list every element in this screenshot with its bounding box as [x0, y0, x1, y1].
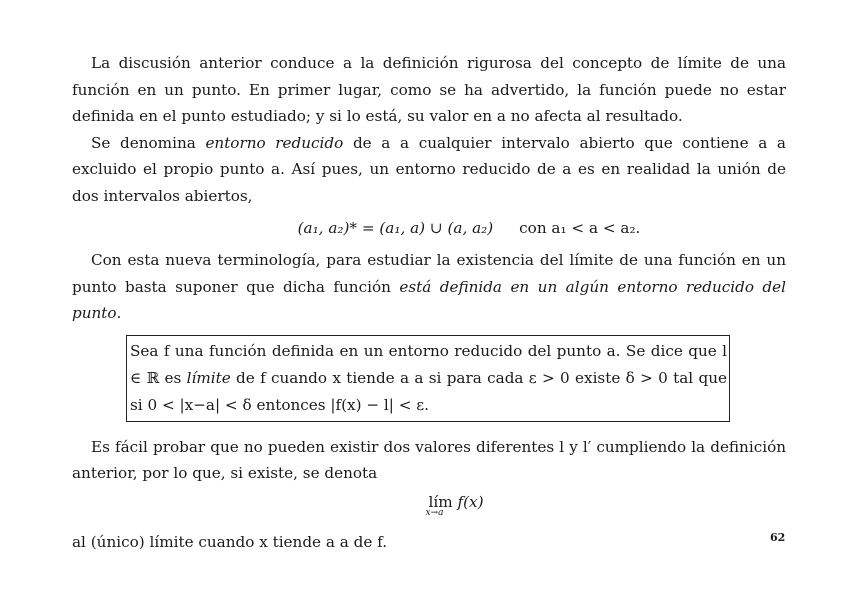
limit-notation	[72, 489, 786, 523]
document-body	[72, 50, 786, 555]
display-formula	[72, 213, 786, 243]
term-entorno-reducido: entorno reducido	[205, 133, 344, 152]
formula-condition: con a₁ < a < a₂.	[519, 219, 641, 237]
limit-subscript: x→a	[425, 507, 444, 518]
phrase-definida-entorno: está definida en un algún entorno reducido del punto	[72, 277, 786, 322]
paragraph-entorno-reducido	[72, 130, 786, 210]
definition-end: de f cuando x tiende a a si para cada ε > 0 existe δ > 0 tal que si 0 < |x−a| < δ entonces |f(x) − l| < ε.	[130, 368, 727, 414]
limit-expression	[425, 492, 484, 518]
paragraph-entorno-reducido-end: de a a cualquier intervalo abierto que contiene a a excluido el propio punto a. Así pues, un entorno reducido de a es en realidad la unión de dos intervalos abiertos,	[72, 133, 786, 205]
paragraph-terminologia	[72, 247, 786, 327]
limit-function: f(x)	[457, 492, 484, 511]
limit-word: lím	[428, 492, 453, 511]
definition-start: Sea f una función definida en un entorno reducido del punto a. Se dice que l ∈ ℝ es	[130, 341, 727, 387]
paragraph-intro: La discusión anterior conduce a la definición rigurosa del concepto de límite de una función en un punto. En primer lugar, como se ha advertido, la función puede no estar definida en el punto estudiado; y si lo está, su valor en a no afecta al resultado.	[72, 54, 786, 125]
paragraph-terminologia-start: Con esta nueva terminología, para estudiar la existencia del límite de una función en un punto basta suponer que dicha función	[72, 251, 786, 296]
formula-union: (a₁, a₂)* = (a₁, a) ∪ (a, a₂)	[297, 219, 494, 237]
paragraph-unicidad: Es fácil probar que no pueden existir dos valores diferentes l y l′ cumpliendo la definición anterior, por lo que, si existe, se denota	[72, 437, 786, 482]
paragraph-terminologia-end: .	[116, 304, 122, 322]
paragraph-entorno-reducido-start: Se denomina	[91, 133, 206, 152]
definition-box	[126, 335, 730, 422]
limit-operator	[425, 492, 453, 518]
paragraph-conclusion: al (único) límite cuando x tiende a a de f.	[72, 532, 388, 551]
page-number: 62	[770, 531, 786, 544]
term-limite: límite	[186, 368, 231, 387]
